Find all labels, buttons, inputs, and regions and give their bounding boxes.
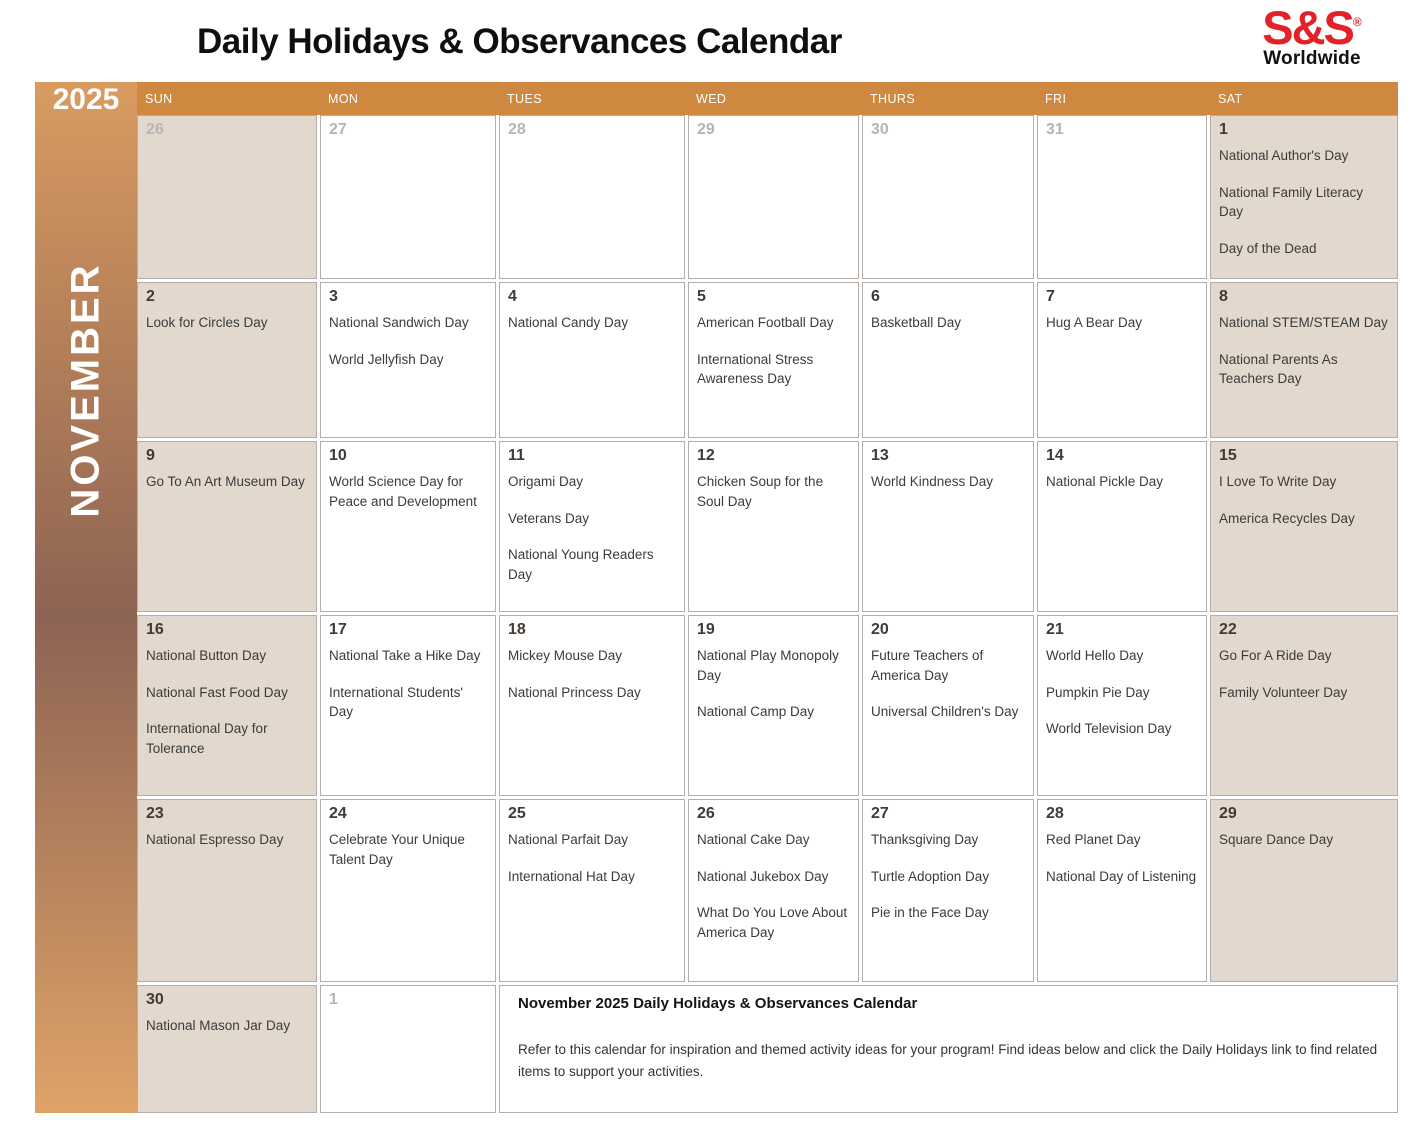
holiday-label: National Play Monopoly Day xyxy=(697,648,839,683)
day-cell-27-adjacent xyxy=(320,115,496,279)
day-cell-5 xyxy=(688,282,859,438)
day-cell-16 xyxy=(137,615,317,796)
page-title: Daily Holidays & Observances Calendar xyxy=(197,22,842,61)
day-cell-31-adjacent xyxy=(1037,115,1207,279)
holiday-label: Basketball Day xyxy=(871,315,962,330)
day-number: 4 xyxy=(508,288,517,305)
day-cell-7 xyxy=(1037,282,1207,438)
holiday-label: Universal Children's Day xyxy=(871,704,1019,720)
day-number: 26 xyxy=(697,805,715,822)
day-number: 8 xyxy=(1219,288,1228,305)
holiday-label: International Hat Day xyxy=(508,868,635,884)
holiday-label: American Football Day xyxy=(697,315,834,330)
holiday-label: National Young Readers Day xyxy=(508,547,654,582)
holiday-label: Square Dance Day xyxy=(1219,832,1334,847)
day-number: 2 xyxy=(146,288,155,305)
calendar xyxy=(137,82,1398,1113)
holiday-label: National Sandwich Day xyxy=(329,315,469,330)
day-number: 11 xyxy=(508,447,525,464)
holiday-label: National Author's Day xyxy=(1219,148,1349,163)
day-cell-26 xyxy=(688,799,859,982)
month-sidebar xyxy=(35,82,137,1113)
holiday-label: National Camp Day xyxy=(697,704,815,720)
day-cell-1-adjacent xyxy=(320,985,496,1113)
day-number: 29 xyxy=(1219,805,1237,822)
day-number: 10 xyxy=(329,447,347,464)
day-cell-23 xyxy=(137,799,317,982)
day-cell-15 xyxy=(1210,441,1398,612)
ss-worldwide-logo xyxy=(1256,1,1368,70)
holiday-label: National Jukebox Day xyxy=(697,868,829,884)
day-number: 21 xyxy=(1046,621,1064,638)
holiday-label: Origami Day xyxy=(508,474,584,489)
day-number: 24 xyxy=(329,805,347,822)
day-number: 18 xyxy=(508,621,526,638)
day-number: 20 xyxy=(871,621,889,638)
holiday-label: World Kindness Day xyxy=(871,474,994,489)
day-cell-2 xyxy=(137,282,317,438)
day-cell-1 xyxy=(1210,115,1398,279)
day-cell-30 xyxy=(137,985,317,1113)
day-number: 17 xyxy=(329,621,347,638)
day-header-fri: FRI xyxy=(1045,92,1067,106)
registered-mark-icon: ® xyxy=(1352,15,1362,29)
day-cell-18 xyxy=(499,615,685,796)
day-cell-13 xyxy=(862,441,1034,612)
holiday-label: Pie in the Face Day xyxy=(871,905,989,921)
day-number: 16 xyxy=(146,621,164,638)
day-header-thurs: THURS xyxy=(870,92,916,106)
holiday-label: National Cake Day xyxy=(697,832,810,847)
day-number: 31 xyxy=(1046,121,1064,138)
day-cell-9 xyxy=(137,441,317,612)
holiday-label: Look for Circles Day xyxy=(146,315,268,330)
holiday-label: National Parents As Teachers Day xyxy=(1219,351,1338,387)
holiday-label: Hug A Bear Day xyxy=(1046,315,1143,330)
day-number: 30 xyxy=(146,991,164,1008)
holiday-label: World Hello Day xyxy=(1046,648,1144,663)
day-number: 5 xyxy=(697,288,706,305)
holiday-label: National Family Literacy Day xyxy=(1219,184,1364,220)
day-cell-28-adjacent xyxy=(499,115,685,279)
holiday-label: I Love To Write Day xyxy=(1219,474,1337,489)
calendar-note xyxy=(499,985,1398,1113)
holiday-label: National Parfait Day xyxy=(508,832,629,847)
day-number: 26 xyxy=(146,121,164,138)
day-cell-3 xyxy=(320,282,496,438)
holiday-label: National Take a Hike Day xyxy=(329,648,481,663)
holiday-label: Chicken Soup for the Soul Day xyxy=(697,474,824,509)
holiday-label: Veterans Day xyxy=(508,510,590,526)
day-number: 1 xyxy=(329,991,338,1008)
holiday-label: World Science Day for Peace and Development xyxy=(329,474,477,509)
day-number: 9 xyxy=(146,447,155,464)
logo-main-text xyxy=(1256,1,1368,54)
holiday-label: America Recycles Day xyxy=(1219,510,1355,526)
holiday-label: What Do You Love About America Day xyxy=(697,905,848,940)
day-cell-14 xyxy=(1037,441,1207,612)
day-cell-24 xyxy=(320,799,496,982)
day-number: 13 xyxy=(871,447,889,464)
day-header-sun: SUN xyxy=(145,92,173,106)
holiday-label: Pumpkin Pie Day xyxy=(1046,684,1150,700)
calendar-grid xyxy=(137,115,1398,1113)
holiday-label: World Jellyfish Day xyxy=(329,351,444,367)
day-number: 22 xyxy=(1219,621,1237,638)
holiday-label: Red Planet Day xyxy=(1046,832,1141,847)
holiday-label: National Espresso Day xyxy=(146,832,284,847)
day-cell-29-adjacent xyxy=(688,115,859,279)
holiday-label: International Stress Awareness Day xyxy=(697,351,814,387)
day-number: 27 xyxy=(329,121,347,138)
day-cell-17 xyxy=(320,615,496,796)
holiday-label: National Mason Jar Day xyxy=(146,1018,291,1033)
day-header-mon: MON xyxy=(328,92,359,106)
note-title: November 2025 Daily Holidays & Observances Calendar xyxy=(518,995,918,1012)
day-header-sat: SAT xyxy=(1218,92,1243,106)
holiday-label: Future Teachers of America Day xyxy=(871,648,984,683)
day-of-week-header xyxy=(137,82,1398,115)
day-number: 6 xyxy=(871,288,880,305)
holiday-label: National STEM/STEAM Day xyxy=(1219,315,1388,330)
day-number: 15 xyxy=(1219,447,1237,464)
day-cell-22 xyxy=(1210,615,1398,796)
day-cell-11 xyxy=(499,441,685,612)
holiday-label: National Princess Day xyxy=(508,684,641,700)
holiday-label: National Candy Day xyxy=(508,315,629,330)
holiday-label: International Students' Day xyxy=(329,684,463,720)
month-label: NOVEMBER xyxy=(63,262,108,518)
day-number: 19 xyxy=(697,621,715,638)
holiday-label: National Fast Food Day xyxy=(146,684,288,700)
day-header-wed: WED xyxy=(696,92,727,106)
day-number: 28 xyxy=(508,121,526,138)
holiday-label: Go To An Art Museum Day xyxy=(146,474,305,489)
holiday-label: Go For A Ride Day xyxy=(1219,648,1332,663)
day-number: 3 xyxy=(329,288,338,305)
day-number: 25 xyxy=(508,805,526,822)
day-header-tues: TUES xyxy=(507,92,542,106)
holiday-label: National Button Day xyxy=(146,648,267,663)
day-cell-6 xyxy=(862,282,1034,438)
day-cell-4 xyxy=(499,282,685,438)
holiday-label: Celebrate Your Unique Talent Day xyxy=(329,832,465,867)
day-number: 14 xyxy=(1046,447,1064,464)
day-cell-28 xyxy=(1037,799,1207,982)
note-body: Refer to this calendar for inspiration and themed activity ideas for your program! Find ideas below and click the Daily Holidays link to find related items to support your activities. xyxy=(518,1042,1378,1079)
holiday-label: Family Volunteer Day xyxy=(1219,684,1348,700)
year-label: 2025 xyxy=(52,83,120,116)
holiday-label: Mickey Mouse Day xyxy=(508,648,623,663)
day-cell-26-adjacent xyxy=(137,115,317,279)
holiday-label: Thanksgiving Day xyxy=(871,832,979,847)
day-number: 12 xyxy=(697,447,715,464)
day-cell-20 xyxy=(862,615,1034,796)
day-cell-25 xyxy=(499,799,685,982)
day-number: 23 xyxy=(146,805,164,822)
day-cell-21 xyxy=(1037,615,1207,796)
day-cell-8 xyxy=(1210,282,1398,438)
day-number: 7 xyxy=(1046,288,1055,305)
day-cell-19 xyxy=(688,615,859,796)
day-number: 28 xyxy=(1046,805,1064,822)
day-cell-27 xyxy=(862,799,1034,982)
day-cell-12 xyxy=(688,441,859,612)
day-cell-30-adjacent xyxy=(862,115,1034,279)
holiday-label: Turtle Adoption Day xyxy=(871,868,990,884)
logo-ss: S&S xyxy=(1262,1,1353,54)
day-number: 1 xyxy=(1219,121,1228,138)
day-number: 30 xyxy=(871,121,889,138)
logo-sub-text: Worldwide xyxy=(1263,47,1361,69)
holiday-label: International Day for Tolerance xyxy=(146,721,268,756)
day-number: 27 xyxy=(871,805,889,822)
holiday-label: National Day of Listening xyxy=(1046,868,1197,884)
holiday-label: World Television Day xyxy=(1046,721,1172,737)
day-number: 29 xyxy=(697,121,715,138)
holiday-label: Day of the Dead xyxy=(1219,240,1317,256)
day-cell-10 xyxy=(320,441,496,612)
day-cell-29 xyxy=(1210,799,1398,982)
holiday-label: National Pickle Day xyxy=(1046,474,1164,489)
